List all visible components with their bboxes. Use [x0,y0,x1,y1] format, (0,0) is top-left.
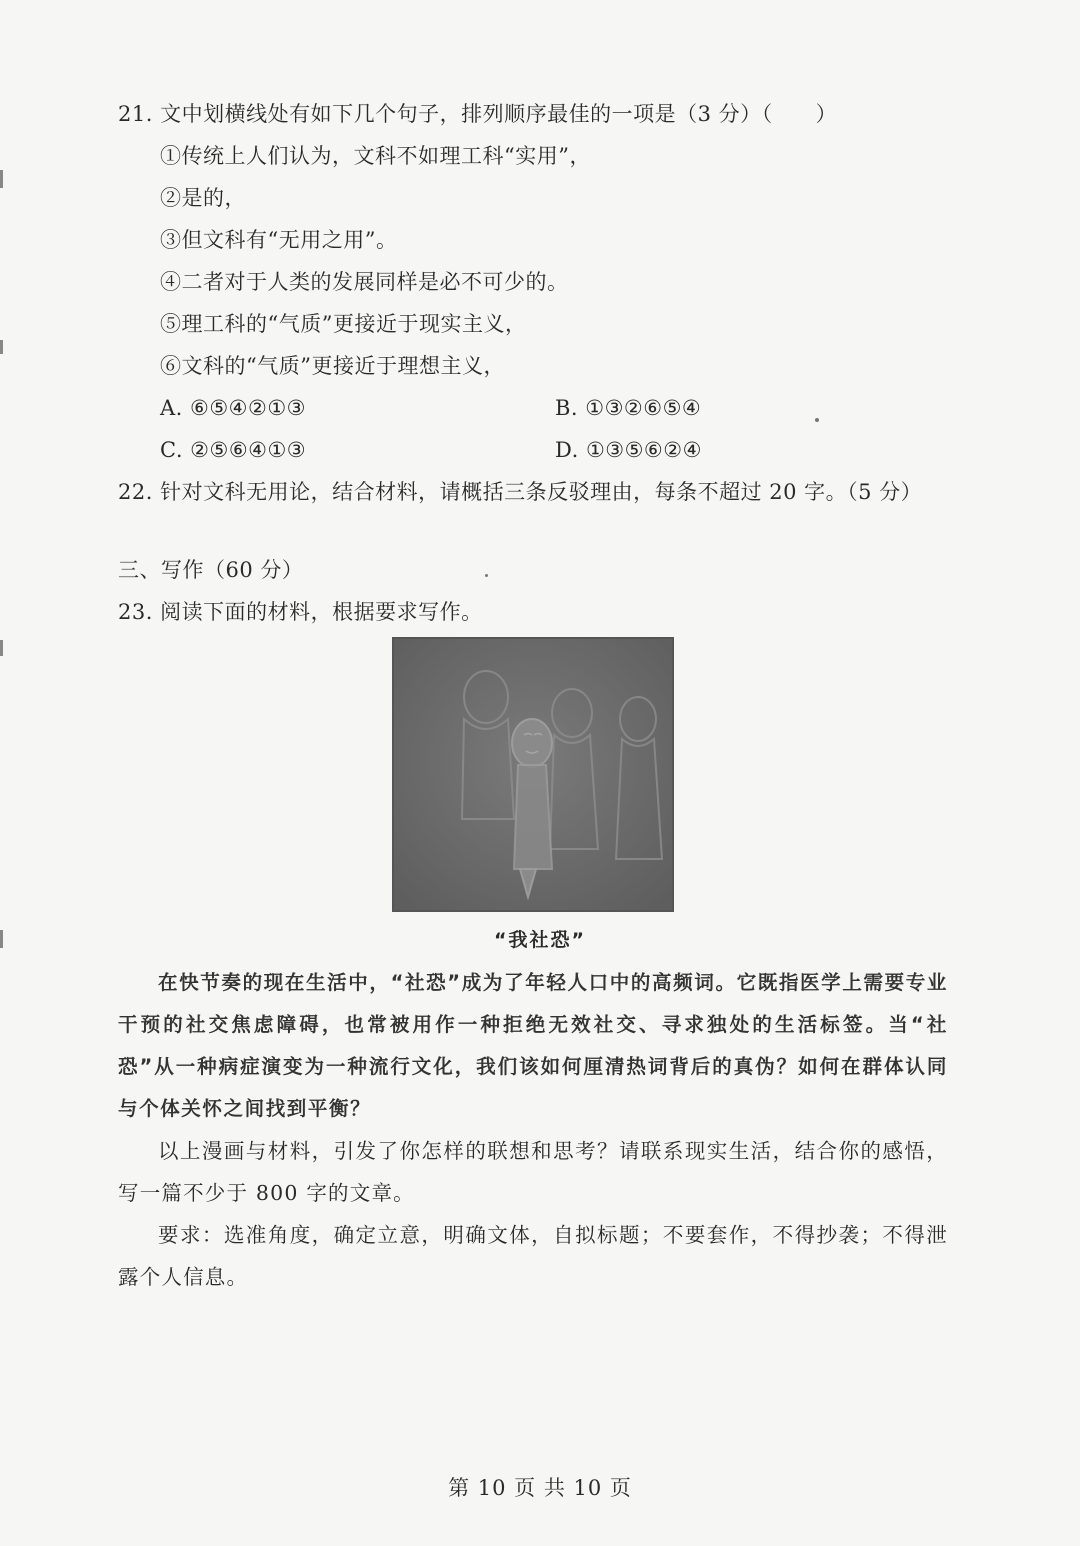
binding-mark [0,640,3,656]
binding-mark [0,340,3,354]
q22-stem: 22. 针对文科无用论，结合材料，请概括三条反驳理由，每条不超过 20 字。（5 分） [118,480,923,504]
prompt-paragraph: 以上漫画与材料，引发了你怎样的联想和思考？请联系现实生活，结合你的感悟，写一篇不少于 800 字的文章。 [118,1139,948,1205]
section-title: 三、写作（60 分） [118,558,304,582]
scan-speck [815,418,819,422]
figure-caption: “我社恐” [494,929,586,951]
requirements-paragraph: 要求：选准角度，确定立意，明确文体，自拟标题；不要套作，不得抄袭；不得泄露个人信息。 [118,1223,948,1289]
page-number: 第 10 页 共 10 页 [448,1476,632,1500]
comic-illustration [392,637,674,912]
q21-sentence-1: ①传统上人们认为，文科不如理工科“实用”， [160,144,591,168]
q21-sentence-4: ④二者对于人类的发展同样是必不可少的。 [160,270,569,294]
q21-sentence-5: ⑤理工科的“气质”更接近于现实主义， [160,312,527,336]
q21-option-b: B. ①③②⑥⑤④ [555,396,702,420]
q21-sentence-6: ⑥文科的“气质”更接近于理想主义， [160,354,505,378]
q21-sentence-3: ③但文科有“无用之用”。 [160,228,398,252]
binding-mark [0,170,3,188]
q21-sentence-2: ②是的， [160,186,246,210]
q21-option-c: C. ②⑤⑥④①③ [160,438,307,462]
q21-option-d: D. ①③⑤⑥②④ [555,438,702,462]
q21-stem: 21. 文中划横线处有如下几个句子，排列顺序最佳的一项是（3 分）（ ） [118,102,838,126]
comic-drawing [394,639,672,910]
q21-option-a: A. ⑥⑤④②①③ [160,396,306,420]
material-paragraph: 在快节奏的现在生活中，“社恐”成为了年轻人口中的高频词。它既指医学上需要专业干预的社交焦虑障碍，也常被用作一种拒绝无效社交、寻求独处的生活标签。当“社恐”从一种病症演变为一种流行文化，我们该如何厘清热词背后的真伪？如何在群体认同与个体关怀之间找到平衡？ [118,971,948,1120]
scan-speck [485,574,488,577]
q23-stem: 23. 阅读下面的材料，根据要求写作。 [118,600,483,624]
